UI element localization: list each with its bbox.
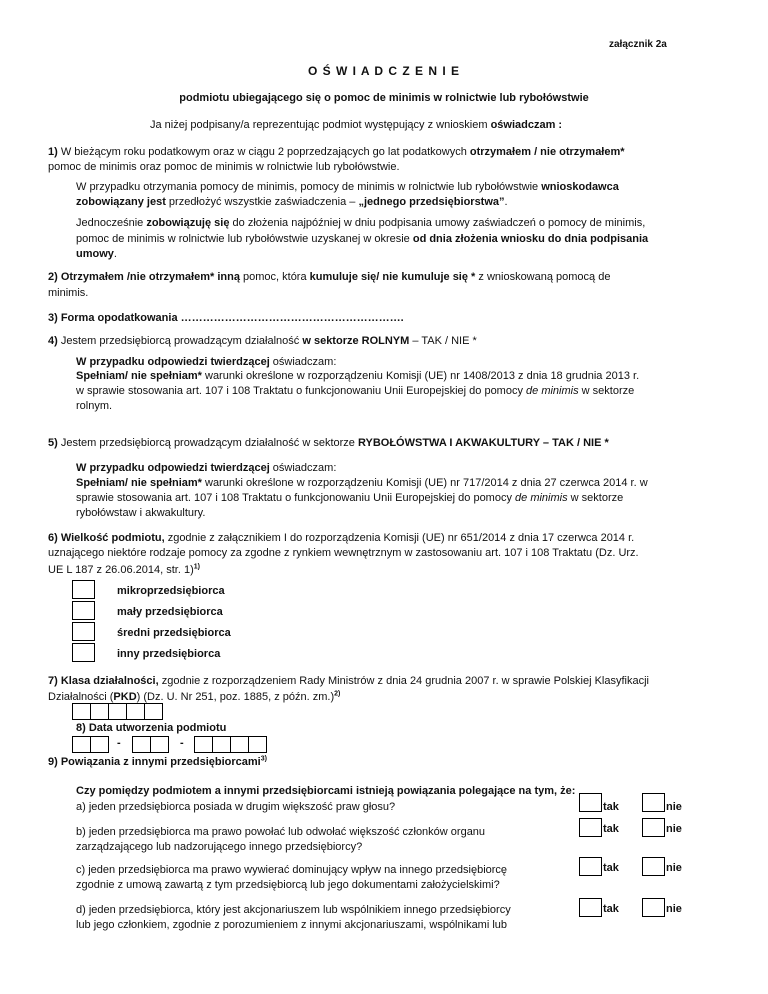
section-4-line-3: w sprawie stosowania art. 107 i 108 Traktatu o funkcjonowaniu Unii Europejskiej do pomocy de minimis w sektorze <box>76 385 635 397</box>
section-1: 1) W bieżącym roku podatkowym oraz w ciągu 2 poprzedzających go lat podatkowych otrzymałem / nie otrzymałem* <box>48 146 625 158</box>
no-label: nie <box>666 862 682 874</box>
section-3-taxation: 3) Forma opodatkowania ……………………………………………………. <box>48 312 404 324</box>
pkd-cell[interactable] <box>90 703 109 720</box>
date-separator: - <box>180 737 184 749</box>
checkbox-d-yes[interactable] <box>579 898 602 917</box>
section-1-commitment-line-2: pomoc de minimis w rolnictwie lub rybołówstwie uzyskanej w okresie od dnia złożenia wniosku do dnia podpisania <box>76 233 649 245</box>
pkd-cell[interactable] <box>144 703 163 720</box>
annex-label: załącznik 2a <box>609 39 667 50</box>
section-8-title: 8) Data utworzenia podmiotu <box>76 722 227 734</box>
no-label: nie <box>666 823 682 835</box>
yes-label: tak <box>603 903 619 915</box>
checkbox-micro[interactable] <box>72 580 95 599</box>
section-9-title: 9) Powiązania z innymi przedsiębiorcami$^{3)}$ <box>48 755 267 768</box>
date-cell[interactable] <box>150 736 169 753</box>
checkbox-c-yes[interactable] <box>579 857 602 876</box>
question-b: b) jeden przedsiębiorca ma prawo powołać lub odwołać większość członków organu zarządzającego lub nadzorującego innego przedsiębiorcy? <box>76 826 486 853</box>
document-subtitle: podmiotu ubiegającego się o pomoc de minimis w rolnictwie lub rybołówstwie <box>179 92 589 104</box>
date-separator: - <box>117 737 121 749</box>
section-2: 2) Otrzymałem /nie otrzymałem* inną pomoc, która kumuluje się/ nie kumuluje się * z wnioskowaną pomocą de <box>48 271 611 283</box>
option-other-label: inny przedsiębiorca <box>117 648 221 660</box>
section-7: 7) Klasa działalności, zgodnie z rozporządzeniem Rady Ministrów z dnia 24 grudnia 2007 r. w sprawie Polskiej Klasyfikacji <box>48 675 649 687</box>
intro-statement: Ja niżej podpisany/a reprezentując podmiot występujący z wnioskiem oświadczam : <box>150 119 563 131</box>
date-cell[interactable] <box>90 736 109 753</box>
section-6: 6) Wielkość podmiotu, zgodnie z załącznikiem I do rozporządzenia Komisji (UE) nr 651/2014 z dnia 17 czerwca 2014 r. <box>48 532 635 544</box>
checkbox-medium[interactable] <box>72 622 95 641</box>
section-5-line-4: rybołówstaw i akwakultury. <box>76 507 206 519</box>
section-4-line-2: Spełniam/ nie spełniam* warunki określone w rozporządzeniu Komisji (UE) nr 1408/2013 z dnia 18 grudnia 2013 r. <box>76 370 640 382</box>
section-5-line-2: Spełniam/ nie spełniam* warunki określone w rozporządzeniu Komisji (UE) nr 717/2014 z dnia 27 czerwca 2014 r. w <box>76 477 648 489</box>
date-cell[interactable] <box>212 736 231 753</box>
option-micro-label: mikroprzedsiębiorca <box>117 585 225 597</box>
section-6-line-2: uznającego niektóre rodzaje pomocy za zgodne z rynkiem wewnętrznym w zastosowaniu art. 107 i 108 Traktatu (Dz. Urz. <box>48 547 639 559</box>
section-1-commitment-line-3: umowy. <box>76 248 117 260</box>
question-a: a) jeden przedsiębiorca posiada w drugim większość praw głosu? <box>76 801 396 813</box>
section-2-line-2: minimis. <box>48 287 89 299</box>
pkd-cell[interactable] <box>108 703 127 720</box>
date-cell[interactable] <box>72 736 91 753</box>
checkbox-other[interactable] <box>72 643 95 662</box>
section-1-obligation-line-2: zobowiązany jest przedłożyć wszystkie zaświadczenia – „jednego przedsiębiorstwa”. <box>76 196 508 208</box>
option-medium-label: średni przedsiębiorca <box>117 627 231 639</box>
date-cell[interactable] <box>230 736 249 753</box>
section-4-line-1: W przypadku odpowiedzi twierdzącej oświadczam: <box>76 356 337 368</box>
checkbox-c-no[interactable] <box>642 857 665 876</box>
section-1-commitment: Jednocześnie zobowiązuję się do złożenia najpóźniej w dniu podpisania umowy zaświadczeń o pomocy de minimis, <box>76 217 646 229</box>
checkbox-small[interactable] <box>72 601 95 620</box>
yes-label: tak <box>603 801 619 813</box>
section-4: 4) Jestem przedsiębiorcą prowadzącym działalność w sektorze ROLNYM – TAK / NIE * <box>48 335 477 347</box>
date-cell[interactable] <box>132 736 151 753</box>
question-d: d) jeden przedsiębiorca, który jest akcjonariuszem lub wspólnikiem innego przedsiębiorcy lub jego członkiem, zgodnie z porozumieniem z innymi akcjonariuszami, wspólnikami lub <box>76 904 511 931</box>
yes-label: tak <box>603 862 619 874</box>
section-6-line-3: UE L 187 z 26.06.2014, str. 1)$^{1)}$ <box>48 563 200 576</box>
date-cell[interactable] <box>194 736 213 753</box>
section-1-obligation: W przypadku otrzymania pomocy de minimis, pomocy de minimis w rolnictwie lub rybołówstwie wnioskodawca <box>76 181 619 193</box>
pkd-cell[interactable] <box>126 703 145 720</box>
document-title: O Ś W I A D C Z E N I E <box>307 64 461 78</box>
checkbox-a-yes[interactable] <box>579 793 602 812</box>
question-c: c) jeden przedsiębiorca ma prawo wywierać dominujący wpływ na innego przedsiębiorcę zgodnie z umową zawartą z tym przedsiębiorcą lub jego dokumentami założycielskimi? <box>76 864 508 891</box>
section-5-line-3: sprawie stosowania art. 107 i 108 Traktatu o funkcjonowaniu Unii Europejskiej do pomocy de minimis w sektorze <box>76 492 624 504</box>
section-5: 5) Jestem przedsiębiorcą prowadzącym działalność w sektorze RYBOŁÓWSTWA I AKWAKULTURY – TAK / NIE * <box>48 437 609 449</box>
checkbox-b-yes[interactable] <box>579 818 602 837</box>
yes-label: tak <box>603 823 619 835</box>
section-4-line-4: rolnym. <box>76 400 113 412</box>
section-5-line-1: W przypadku odpowiedzi twierdzącej oświadczam: <box>76 462 337 474</box>
section-7-line-2: Działalności (PKD) (Dz. U. Nr 251, poz. 1885, z późn. zm.)$^{2)}$ <box>48 690 341 703</box>
checkbox-d-no[interactable] <box>642 898 665 917</box>
checkbox-a-no[interactable] <box>642 793 665 812</box>
pkd-cell[interactable] <box>72 703 91 720</box>
no-label: nie <box>666 801 682 813</box>
date-cell[interactable] <box>248 736 267 753</box>
checkbox-b-no[interactable] <box>642 818 665 837</box>
no-label: nie <box>666 903 682 915</box>
section-1-line-2: pomoc de minimis oraz pomoc de minimis w rolnictwie lub rybołówstwie. <box>48 161 400 173</box>
section-9-intro: Czy pomiędzy podmiotem a innymi przedsiębiorcami istnieją powiązania polegające na tym, że: <box>76 785 576 797</box>
option-small-label: mały przedsiębiorca <box>117 606 223 618</box>
